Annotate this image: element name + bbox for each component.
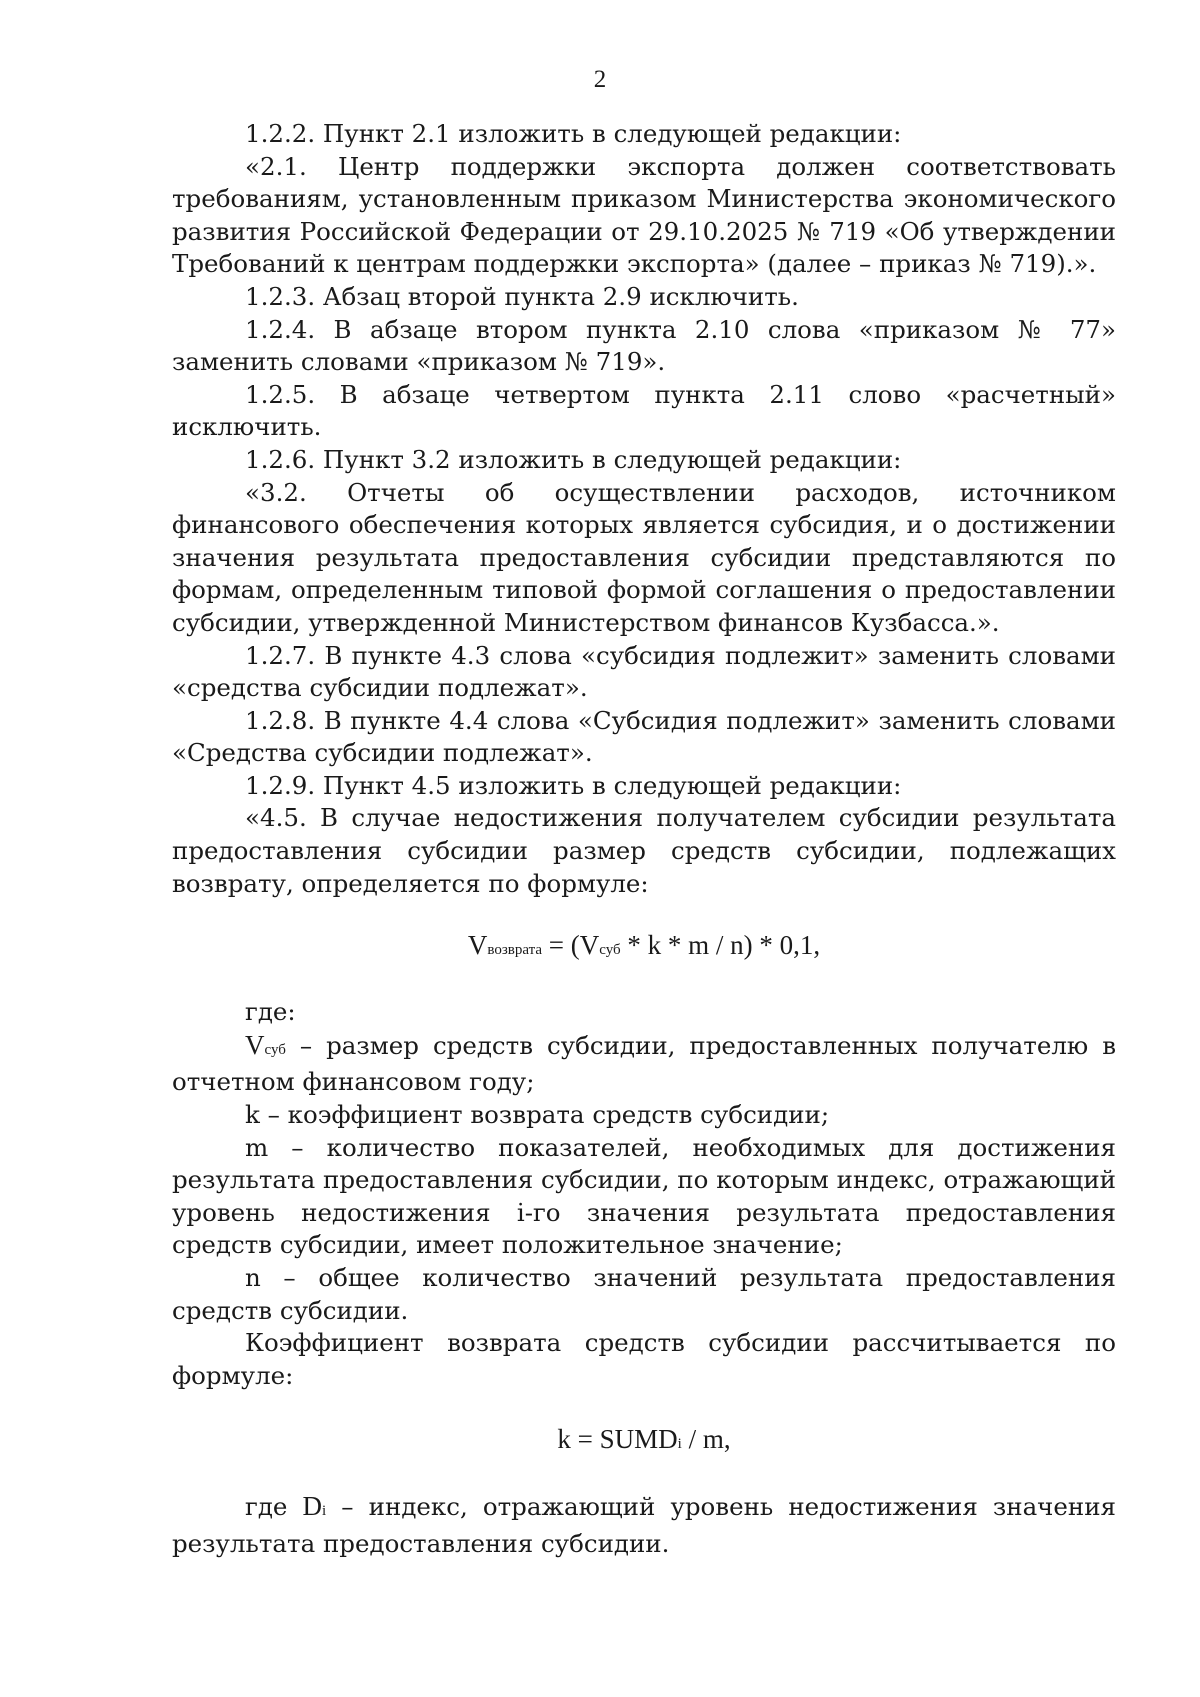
paragraph-1-2-2: 1.2.2. Пункт 2.1 изложить в следующей редакции: [245, 119, 902, 148]
refund-formula-mid: = (V [542, 930, 600, 961]
coefficient-formula-left: k = SUMD [557, 1424, 678, 1455]
definition-di-prefix: где [245, 1492, 303, 1522]
coefficient-formula [172, 1423, 1116, 1460]
paragraph-1-2-9: 1.2.9. Пункт 4.5 изложить в следующей редакции: [245, 770, 902, 800]
where-label: где: [245, 997, 296, 1027]
refund-formula-v-subscript: возврата [487, 942, 543, 959]
refund-formula-rest: * k * m / n) * 0,1, [620, 930, 821, 961]
definition-di-symbol: D [302, 1491, 323, 1522]
definition-vsub-subscript: суб [264, 1041, 286, 1058]
refund-formula-vsub-subscript: суб [599, 942, 621, 959]
paragraph-1-2-5: 1.2.5. В абзаце четвертом пункта 2.11 слово «расчетный» исключить. [172, 379, 1116, 442]
paragraph-1-2-6: 1.2.6. Пункт 3.2 изложить в следующей редакции: [245, 444, 902, 474]
definition-m: m – количество показателей, необходимых для достижения результата предоставления субсидии, по которым индекс, отражающий уровень недостижения i-го значения результата предоставления средств субсидии, имеет положительное значение; [172, 1132, 1116, 1260]
definition-vsub-text: – размер средств субсидии, предоставленных получателю в отчетном финансовом году; [172, 1030, 1116, 1097]
refund-formula-v: V [467, 930, 488, 961]
page-number: 2 [593, 66, 607, 93]
paragraph-3-2-quote: «3.2. Отчеты об осуществлении расходов, источником финансового обеспечения которых является субсидия, и о достижении значения результата предоставления субсидии представляются по формам, определенным типовой формой соглашения о предоставлении субсидии, утвержденной Министерством финансов Кузбасса.». [172, 477, 1116, 637]
definition-di [172, 1490, 1116, 1560]
document-body [172, 118, 1116, 1561]
paragraph-2-1-quote: «2.1. Центр поддержки экспорта должен соответствовать требованиям, установленным приказом Министерства экономического развития Российской Федерации от 29.10.2025 № 719 «Об утверждении Требований к центрам поддержки экспорта» (далее – приказ № 719).». [172, 151, 1116, 279]
definition-vsub [172, 1029, 1116, 1099]
definition-di-subscript: i [322, 1503, 327, 1520]
paragraph-4-5-quote: «4.5. В случае недостижения получателем субсидии результата предоставления субсидии размер средств субсидии, подлежащих возврату, определяется по формуле: [172, 803, 1116, 898]
paragraph-1-2-3: 1.2.3. Абзац второй пункта 2.9 исключить. [245, 281, 799, 311]
paragraph-1-2-8: 1.2.8. В пункте 4.4 слова «Субсидия подлежит» заменить словами «Средства субсидии подлежат». [172, 705, 1116, 768]
paragraph-1-2-7: 1.2.7. В пункте 4.3 слова «субсидия подлежит» заменить словами «средства субсидии подлежат». [172, 640, 1116, 703]
definition-di-text: – индекс, отражающий уровень недостижения значения результата предоставления субсидии. [172, 1492, 1116, 1558]
coefficient-formula-right: / m, [681, 1424, 731, 1455]
coefficient-intro: Коэффициент возврата средств субсидии рассчитывается по формуле: [172, 1328, 1116, 1390]
coefficient-formula-subscript: i [677, 1436, 682, 1453]
definition-n: n – общее количество значений результата предоставления средств субсидии. [172, 1263, 1116, 1325]
paragraph-1-2-4: 1.2.4. В абзаце втором пункта 2.10 слова «приказом № 77» заменить словами «приказом № 719». [172, 314, 1116, 377]
definition-vsub-symbol: V [245, 1029, 265, 1060]
refund-formula [172, 929, 1116, 966]
definition-k: k – коэффициент возврата средств субсидии; [245, 1100, 830, 1130]
